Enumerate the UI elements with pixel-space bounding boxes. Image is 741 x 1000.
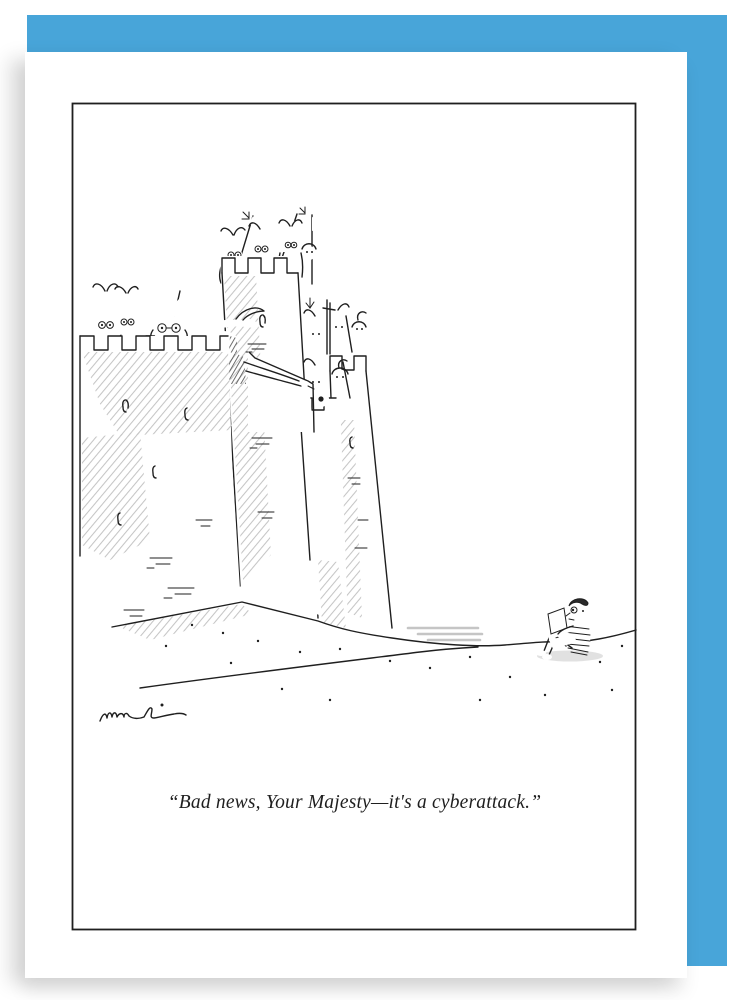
knights-right-tower-upper [304, 298, 366, 354]
artist-signature [100, 704, 186, 722]
seated-man-with-laptop [536, 599, 603, 662]
cartoon-caption: “Bad news, Your Majesty—it's a cyberattack.” [167, 792, 542, 813]
